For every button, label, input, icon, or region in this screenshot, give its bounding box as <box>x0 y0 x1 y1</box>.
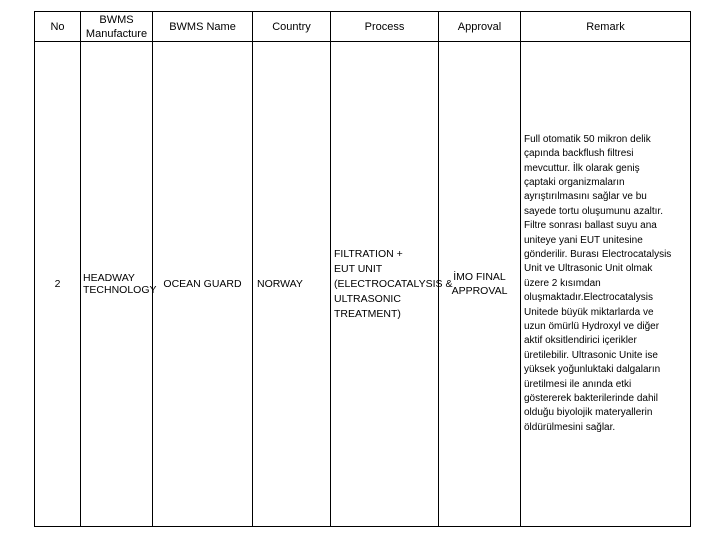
remark-line: çapında backflush filtresi <box>524 148 634 160</box>
cell-remark <box>521 42 691 527</box>
header-manufacturer-line: Manufacture <box>85 27 148 40</box>
cell-country: NORWAY <box>253 42 331 527</box>
bwms-table <box>34 11 691 527</box>
header-no: No <box>35 12 81 42</box>
cell-process <box>331 42 453 527</box>
remark-line: uzun ömürlü Hydroxyl ve diğer <box>524 321 660 333</box>
remark-line: Unitede büyük miktarlarda ve <box>524 306 654 318</box>
remark-line: mevcuttur. İlk olarak geniş <box>524 162 640 174</box>
header-bwms-name: BWMS Name <box>153 12 253 42</box>
header-approval: Approval <box>439 12 521 42</box>
header-country: Country <box>253 12 331 42</box>
process-line: ULTRASONIC <box>334 292 401 305</box>
cell-no: 2 <box>35 42 81 527</box>
remark-line: aktif oksitlendirici içerikler <box>524 335 637 347</box>
header-row <box>35 12 691 42</box>
remark-line: yüksek yoğunluktaki dalgaların <box>524 364 661 376</box>
table-row <box>35 42 691 527</box>
approval-line: İMO FINAL <box>453 271 506 283</box>
manufacturer-line: HEADWAY <box>83 272 135 284</box>
header-manufacturer <box>81 12 153 42</box>
remark-line: üretilmesi ile anında etki <box>524 378 632 390</box>
cell-manufacturer <box>81 42 157 527</box>
header-remark: Remark <box>521 12 691 42</box>
approval-line: APPROVAL <box>451 285 508 297</box>
process-line: EUT UNIT <box>334 262 383 275</box>
remark-line: gönderilir. Burası Electrocatalysis <box>524 248 672 260</box>
remark-line: Unit ve Ultrasonic Unit olmak <box>524 263 653 275</box>
process-line: TREATMENT) <box>334 307 401 320</box>
remark-line: üretilebilir. Ultrasonic Unite ise <box>524 349 658 361</box>
cell-bwms-name: OCEAN GUARD <box>153 42 253 527</box>
remark-line: sayede tortu oluşumunu azaltır. <box>524 205 663 217</box>
remark-line: çaptaki organizmaların <box>524 176 625 188</box>
manufacturer-line: TECHNOLOGY <box>83 284 157 296</box>
remark-line: Filtre sonrası ballast suyu ana <box>524 220 657 232</box>
remark-line: ayrıştırılmasını sağlar ve bu <box>524 191 647 203</box>
remark-line: uniteye yani EUT unitesine <box>524 234 643 246</box>
remark-line: göstererek bakterilerinde dahil <box>524 393 658 405</box>
process-line: (ELECTROCATALYSIS & <box>334 277 453 290</box>
process-line: FILTRATION + <box>334 247 403 260</box>
remark-line: Full otomatik 50 mikron delik <box>524 133 651 145</box>
remark-line: öldürülmesini sağlar. <box>524 421 616 433</box>
header-manufacturer-line: BWMS <box>99 13 134 26</box>
remark-line: olduğu biyolojik materyallerin <box>524 407 653 419</box>
remark-line: oluşmaktadır.Electrocatalysis <box>524 292 653 304</box>
remark-line: üzere 2 kısımdan <box>524 277 601 289</box>
header-process: Process <box>331 12 439 42</box>
